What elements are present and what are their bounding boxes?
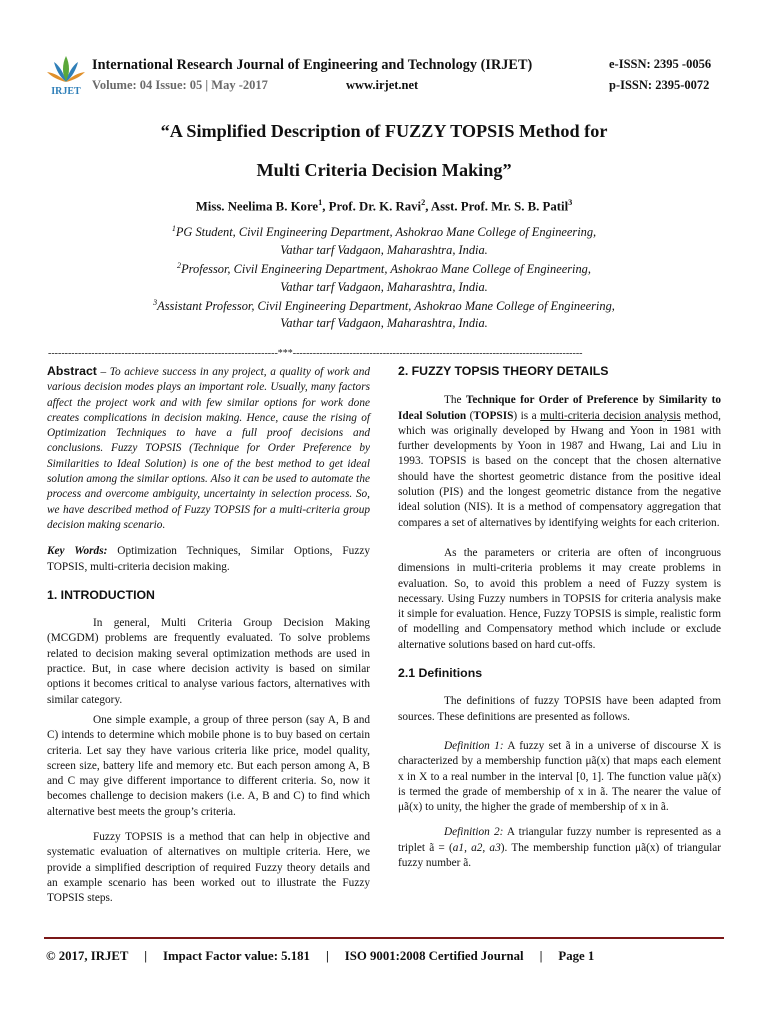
volume-issue: Volume: 04 Issue: 05 | May -2017 (92, 78, 268, 92)
logo-text: IRJET (51, 86, 81, 96)
topsis-paragraph-1: The Technique for Order of Preference by Similarity to Ideal Solution (TOPSIS) is a multi-criteria decision analysis method, which was originally developed by Hwang and Yoon in 1981 with further developments by Yoon in 1987 and Hwang, Lai and Liu in 1993. TOPSIS is based on the concept that the chosen alternative should have the shortest geometric distance from the positive ideal solution (PIS) and the longest geometric distance from the negative ideal solution (NIS). It is a method of compensatory aggregation that compares a set of alternatives by identifying weights for each criterion. (398, 394, 722, 529)
intro-paragraph-2: One simple example, a group of three person (say A, B and C) intends to determine which mobile phone is to buy based on certain criteria. Let say they have various criteria like price, model quality, screen size, battery life and memory etc. But each person among A, B and C may give different importance to different criteria. So, now it becomes challenge to decision makers (i.e. A, B and C) to find which alternative best meets the group’s criteria. (47, 713, 370, 818)
left-column (47, 364, 370, 907)
right-column (398, 364, 721, 871)
e-issn: e-ISSN: 2395 -0056 (609, 57, 712, 71)
keywords-label: Key Words: (47, 545, 108, 558)
footer-rule (44, 937, 724, 939)
multi-criteria-link[interactable]: multi-criteria decision analysis (540, 409, 681, 422)
definitions-heading: 2.1 Definitions (398, 666, 483, 681)
affiliation-3-line1: $^3$Assistant Professor, Civil Engineering Department, Ashokrao Mane College of Engineering, (153, 298, 615, 314)
section-separator: ---------------------------------------------------------------------***--------------------------------------------------------------------------------------- (48, 348, 583, 359)
abstract-label: Abstract (47, 364, 97, 378)
irjet-logo (44, 50, 88, 96)
intro-paragraph-1: In general, Multi Criteria Group Decision Making (MCGDM) problems are frequently evaluated. To solve problems related to decision making several optimization methods are used in practice. But, in case where decision activity is based on similar options it becomes critical to analyse various factors, alternatives with similar category. (47, 617, 370, 706)
affiliation-1-line2: Vathar tarf Vadgaon, Maharashtra, India. (280, 243, 488, 257)
journal-title: International Research Journal of Engineering and Technology (IRJET) (92, 57, 533, 73)
section-2-heading: 2. FUZZY TOPSIS THEORY DETAILS (398, 364, 609, 378)
definition-1: Definition 1: A fuzzy set ã in a universe of discourse X is characterized by a membership function μã(x) that maps each element x in X to a real number in the interval [0, 1]. The function value μã(x) is termed the grade of membership of x in ã. The nearer the value of μã(x) to unity, the higher the grade of membership of x in ã. (398, 739, 721, 814)
footer-iso: ISO 9001:2008 Certified Journal (344, 949, 524, 963)
footer-impact-factor: Impact Factor value: 5.181 (163, 949, 310, 963)
keywords-text: Optimization Techniques, Similar Options, Fuzzy TOPSIS, multi-criteria decision making. (47, 545, 371, 573)
affiliation-1-line1: $^1$PG Student, Civil Engineering Department, Ashokrao Mane College of Engineering, (171, 224, 597, 240)
p-issn: p-ISSN: 2395-0072 (609, 78, 710, 92)
affiliation-2-line1: $^2$Professor, Civil Engineering Department, Ashokrao Mane College of Engineering, (177, 261, 591, 277)
section-1-heading: 1. INTRODUCTION (47, 587, 155, 602)
topsis-paragraph-2: As the parameters or criteria are often of incongruous dimensions in multi-criteria problems it may create problems in evaluation. So, to avoid this problem a need of Fuzzy system is necessary. Using Fuzzy numbers in TOPSIS for criteria analysis make it simple for evaluation. Hence, Fuzzy TOPSIS is simple, realistic form of modelling and Compensatory method which include or exclude alternative solutions based on hard cut-offs. (398, 546, 721, 651)
definitions-intro: The definitions of fuzzy TOPSIS have been adapted from sources. These definitions are presented as follows. (398, 695, 721, 723)
affiliation-2-line2: Vathar tarf Vadgaon, Maharashtra, India. (280, 280, 488, 294)
footer-copyright: © 2017, IRJET (46, 949, 129, 963)
abstract: Abstract – To achieve success in any project, a quality of work and various decision modes plays an important role. Usually, many factors affect the project work and with few similar options for work done creates complications in decision making. Hence, cause the rising of Optimization Techniques to have a full proof decisions and conclusions. Fuzzy TOPSIS (Technique for Order Preference by Similarities to Ideal Solution) is one of the best method to get ideal solution among the similar options. Also it can be used to automate the process and overcome ambiguity, uncertainty in selection process. So, we have described method of Fuzzy TOPSIS for a multi-criteria group decision making scenario. (47, 364, 371, 531)
intro-paragraph-3: Fuzzy TOPSIS is a method that can help in objective and systematic evaluation of alternatives on multiple criteria. Here, we provide a simplified description of required Fuzzy theory details and an example scenario has been worked out to illustrate the Fuzzy TOPSIS steps. (47, 831, 370, 905)
paper-title-line2: Multi Criteria Decision Making” (256, 160, 512, 180)
authors-line: Miss. Neelima B. Kore$^1$, Prof. Dr. K. Ravi$^2$, Asst. Prof. Mr. S. B. Patil$^3$ (195, 198, 573, 214)
affiliation-3-line2: Vathar tarf Vadgaon, Maharashtra, India. (280, 316, 488, 330)
footer: © 2017, IRJET | Impact Factor value: 5.181 | ISO 9001:2008 Certified Journal | Page 1 (46, 949, 595, 963)
footer-page-number: Page 1 (558, 949, 595, 963)
abstract-text: To achieve success in any project, a quality of work and various decision modes plays an important role. Usually, many factors affect the project work and with few similar options for work done creates complications in decision making. Hence, cause the rising of Optimization Techniques to have a full proof decisions and conclusions. Fuzzy TOPSIS (Technique for Order Preference by Similarities to Ideal Solution) is one of the best method to get ideal solution among the similar options. Also it can be used to automate the process and overcome ambiguity, uncertainty in selection process. So, we have described method of Fuzzy TOPSIS for a multi-criteria group decision making scenario. (47, 366, 371, 531)
paper-title-line1: “A Simplified Description of FUZZY TOPSIS Method for (160, 121, 608, 141)
journal-website[interactable]: www.irjet.net (346, 78, 419, 92)
keywords (47, 544, 370, 575)
definition-2: Definition 2: A triangular fuzzy number is represented as a triplet ã = (a1, a2, a3). The membership function μã(x) of triangular fuzzy number ã. (398, 826, 722, 870)
